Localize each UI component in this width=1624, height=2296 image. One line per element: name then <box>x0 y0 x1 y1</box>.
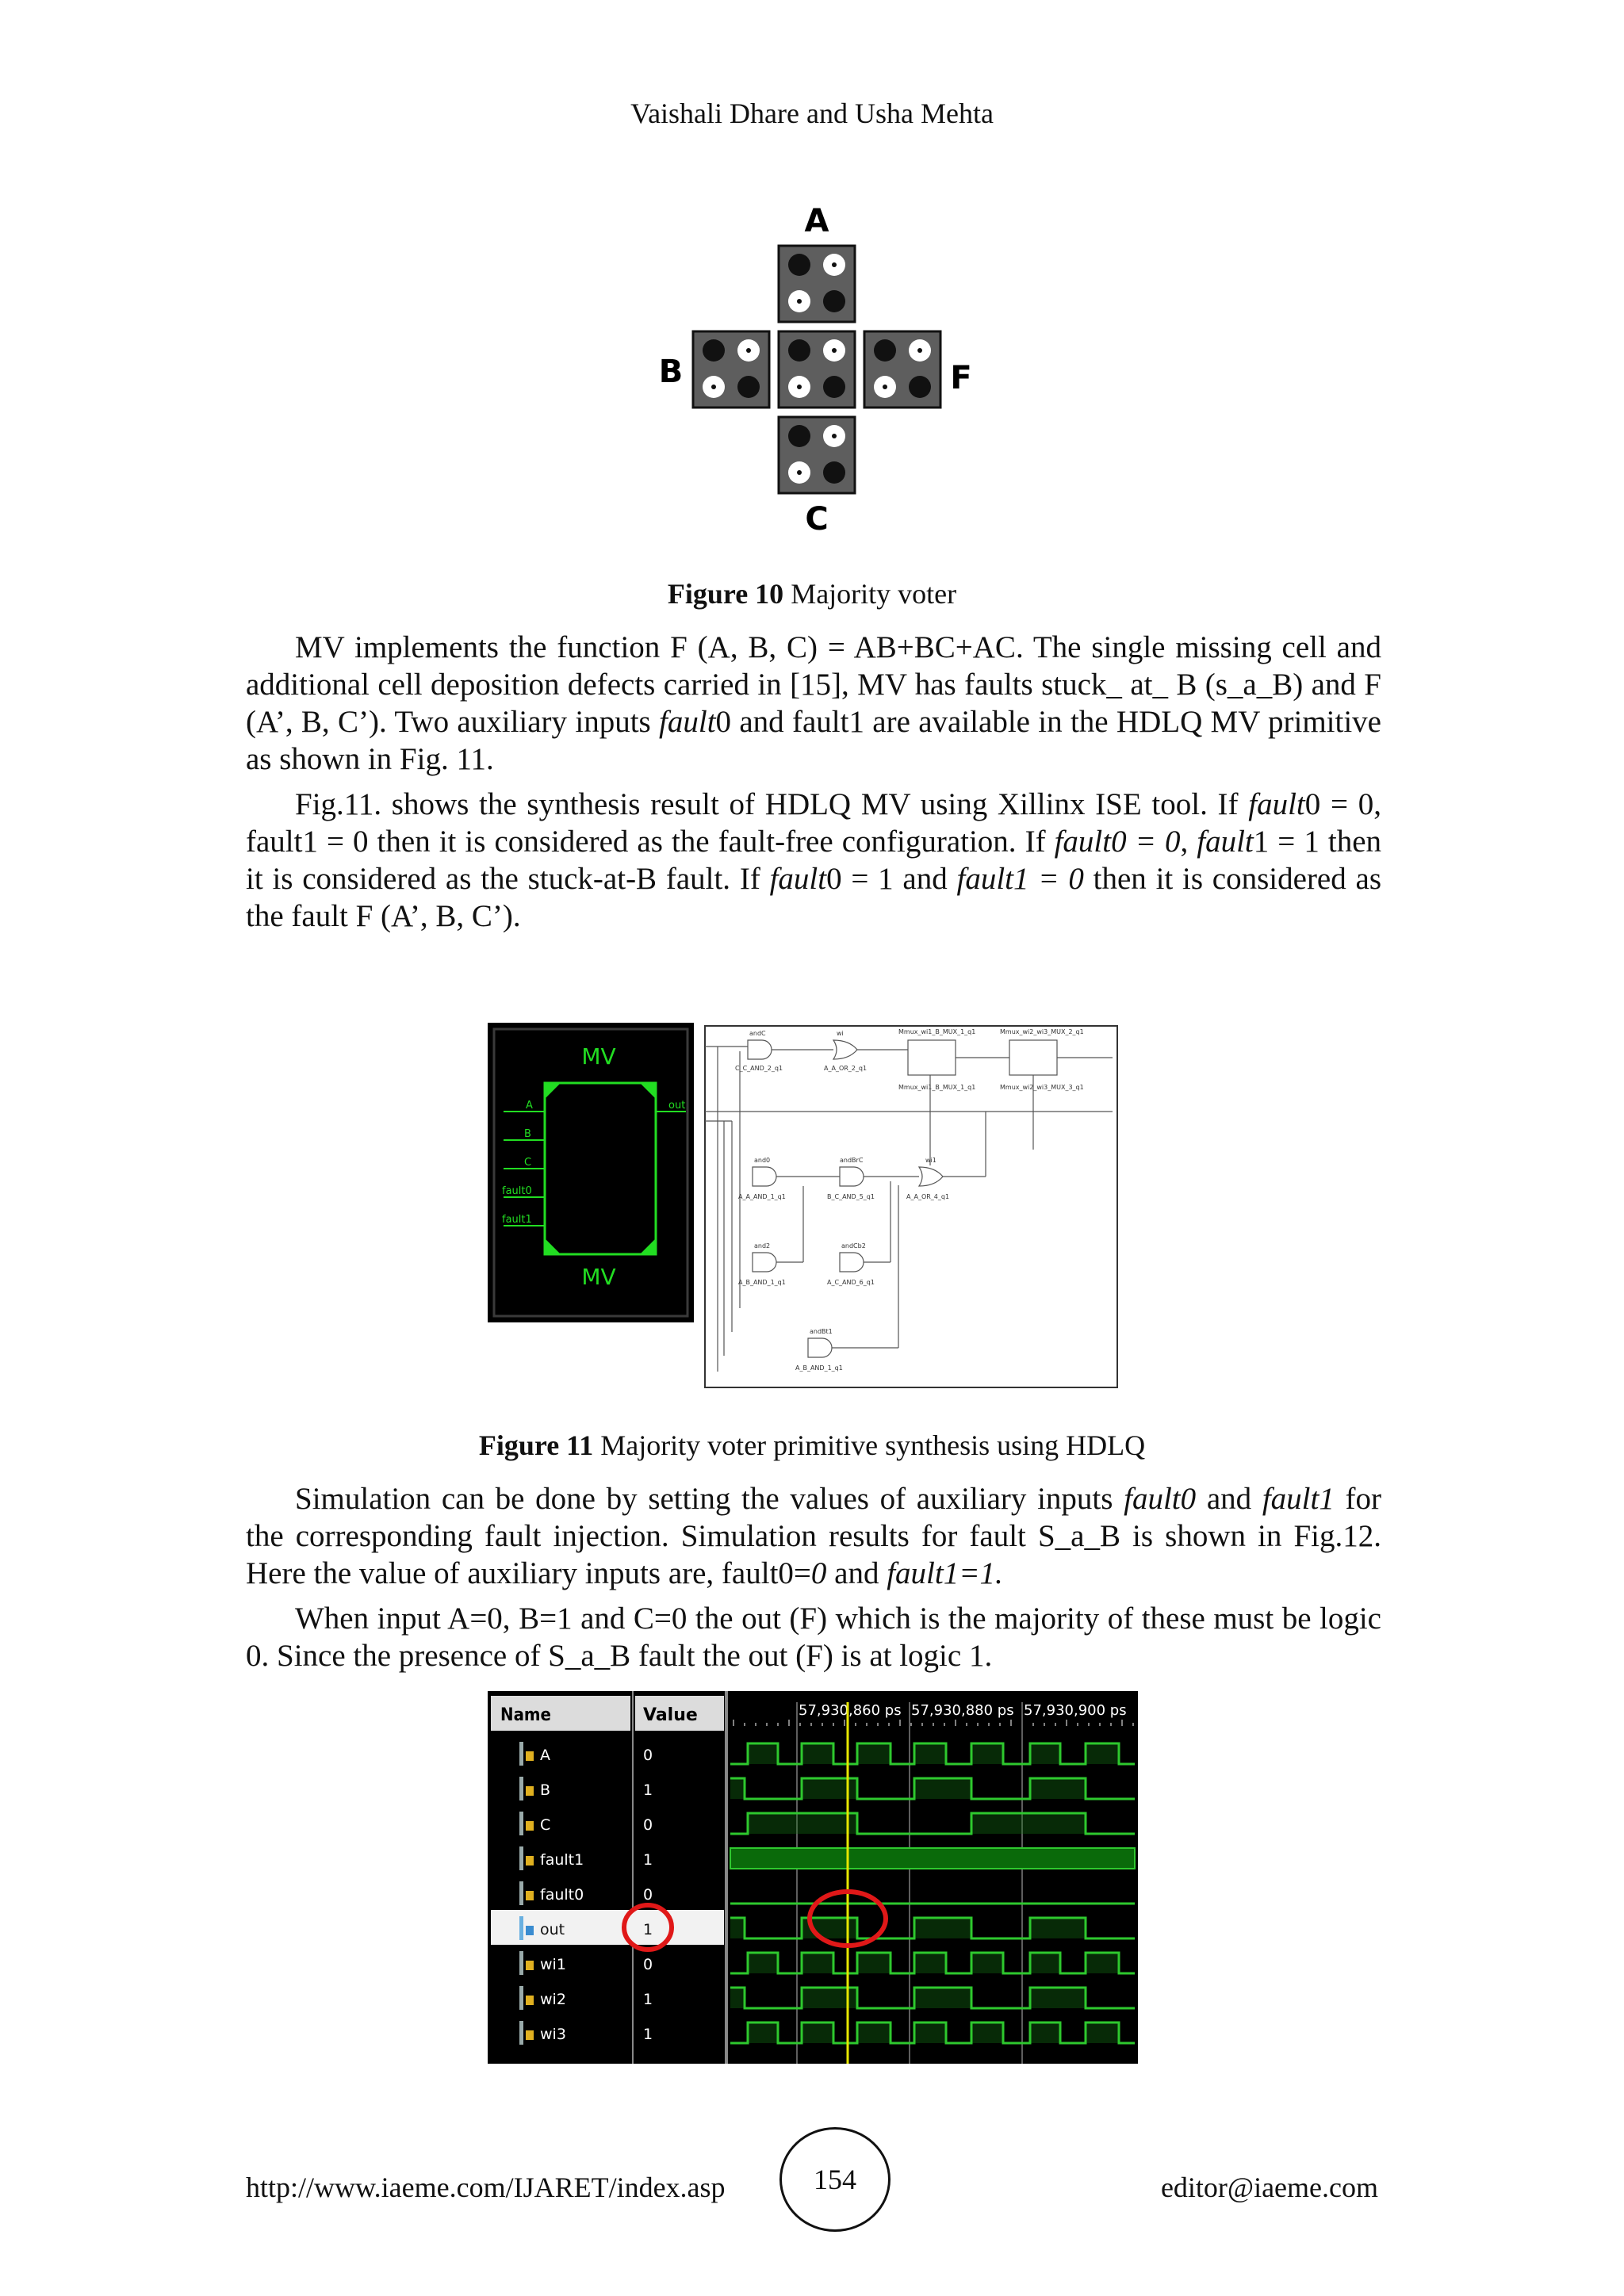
port-b: B <box>524 1128 531 1140</box>
qca-cell-c <box>779 417 855 493</box>
signal-name-C[interactable]: C <box>540 1816 551 1834</box>
figure-11 <box>488 1023 1122 1395</box>
signal-value-C: 0 <box>643 1816 653 1834</box>
waveform-viewer <box>488 1691 1138 2064</box>
signal-value-B: 1 <box>643 1781 653 1799</box>
wave-fault1 <box>730 1848 1135 1869</box>
signal-value-wi1: 0 <box>643 1956 653 1973</box>
signal-value-out: 1 <box>643 1921 653 1938</box>
sch-label-and0-inst: A_A_AND_1_q1 <box>738 1193 786 1200</box>
signal-name-A[interactable]: A <box>540 1747 550 1764</box>
qca-cell-a <box>779 246 855 322</box>
sch-label-or4: A_A_OR_4_q1 <box>906 1193 950 1200</box>
footer-email[interactable]: editor@iaeme.com <box>1160 2172 1378 2203</box>
time-label-1: 57,930,860 ps <box>799 1702 902 1719</box>
signal-name-wi2[interactable]: wi2 <box>540 1991 566 2008</box>
sch-label-mux2: Mmux_wi2_wi3_MUX_2_q1 <box>1000 1028 1084 1035</box>
sch-label-wi: wi <box>837 1030 844 1037</box>
label-f: F <box>950 360 972 396</box>
qca-cell-b <box>693 331 769 408</box>
footer-url[interactable]: http://www.iaeme.com/IJARET/index.asp <box>246 2172 726 2203</box>
value-header-label: Value <box>643 1705 698 1725</box>
signal-value-wi2: 1 <box>643 1991 653 2008</box>
qca-cell-f <box>864 331 940 408</box>
sch-label-wi1: wi1 <box>925 1157 936 1164</box>
figure-11-caption <box>0 1429 1624 1462</box>
body-text-1 <box>246 629 1381 935</box>
port-out: out <box>668 1100 686 1112</box>
sch-label-cc-and: C_C_AND_2_q1 <box>735 1065 783 1072</box>
signal-name-B[interactable]: B <box>540 1781 551 1799</box>
sch-label-mux4: Mmux_wi2_wi3_MUX_3_q1 <box>1000 1084 1084 1091</box>
mv-symbol <box>488 1023 694 1322</box>
running-head: Vaishali Dhare and Usha Mehta <box>630 98 994 129</box>
qca-cell-center <box>779 331 855 408</box>
signal-value-fault1: 1 <box>643 1851 653 1869</box>
label-a: A <box>804 203 829 239</box>
signal-name-wi3[interactable]: wi3 <box>540 2026 566 2043</box>
schematic <box>700 1023 1120 1395</box>
figure-10-label: Figure 10 <box>667 578 784 610</box>
figure-12-waveform <box>488 1691 1138 2064</box>
port-fault0: fault0 <box>502 1185 532 1197</box>
mv-title-bottom: MV <box>581 1264 616 1290</box>
sch-label-mux3: Mmux_wi1_B_MUX_1_q1 <box>898 1084 976 1091</box>
sch-label-and2: and2 <box>754 1242 771 1249</box>
paragraph-simulation: Simulation can be done by setting the values of auxiliary inputs fault0 and fault1 for the corresponding fault injection. Simulation results for fault S_a_B is shown in Fig.12. Here the value of auxiliary inputs are, fault0=0 and fault1=1. <box>246 1482 1381 1590</box>
time-label-3: 57,930,900 ps <box>1024 1702 1127 1719</box>
paragraph-mv-function: MV implements the function F (A, B, C) = AB+BC+AC. The single missing cell and additional cell deposition defects carried in [15], MV has faults stuck_ at_ B (s_a_B) and F (A’, B, C’). Two auxiliary inputs fault0 and fault1 are available in the HDLQ MV primitive as shown in Fig. 11. <box>246 630 1381 776</box>
figure-11-label: Figure 11 <box>478 1429 594 1461</box>
sch-label-andbt-inst: A_B_AND_1_q1 <box>795 1364 843 1372</box>
signal-name-out[interactable]: out <box>540 1921 565 1938</box>
time-label-2: 57,930,880 ps <box>911 1702 1014 1719</box>
label-c: C <box>805 501 829 538</box>
port-a: A <box>526 1100 533 1112</box>
signal-value-fault0: 0 <box>643 1886 653 1904</box>
figure-10-diagram <box>650 198 983 547</box>
signal-name-fault1[interactable]: fault1 <box>540 1851 584 1869</box>
sch-label-or2: A_A_OR_2_q1 <box>824 1065 868 1072</box>
sch-label-and0: and0 <box>754 1157 771 1164</box>
figure-10 <box>650 198 983 547</box>
sch-label-andbc-inst: B_C_AND_5_q1 <box>827 1193 875 1200</box>
mv-title-top: MV <box>581 1043 616 1070</box>
body-text-2 <box>246 1480 1381 1674</box>
figure-10-text: Majority voter <box>783 578 957 610</box>
sch-label-andcb: andCb2 <box>841 1242 866 1249</box>
sch-label-andcb-inst: A_C_AND_6_q1 <box>827 1279 875 1286</box>
figure-11-text: Majority voter primitive synthesis using HDLQ <box>593 1429 1146 1461</box>
sch-label-and2-inst: A_B_AND_1_q1 <box>738 1279 786 1286</box>
page-number: 154 <box>779 2127 891 2232</box>
signal-value-wi3: 1 <box>643 2026 653 2043</box>
sch-label-andbt: andBt1 <box>810 1328 833 1335</box>
paragraph-synthesis: Fig.11. shows the synthesis result of HDLQ MV using Xillinx ISE tool. If fault0 = 0, fault1 = 0 then it is considered as the fault-free configuration. If fault0 = 0, fault1 = 1 then it is considered as the stuck-at-B fault. If fault0 = 1 and fault1 = 0 then it is considered as the fault F (A’, B, C’). <box>246 787 1382 933</box>
signal-name-wi1[interactable]: wi1 <box>540 1956 566 1973</box>
sch-label-andc: andC <box>749 1030 766 1037</box>
port-c: C <box>524 1157 532 1169</box>
label-b: B <box>658 354 684 390</box>
sch-label-mux1: Mmux_wi1_B_MUX_1_q1 <box>898 1028 976 1035</box>
port-fault1: fault1 <box>502 1214 532 1226</box>
signal-name-fault0[interactable]: fault0 <box>540 1886 584 1904</box>
paragraph-fault-result: When input A=0, B=1 and C=0 the out (F) which is the majority of these must be logic 0. Since the presence of S_a_B fault the out (F) is at logic 1. <box>246 1601 1381 1673</box>
figure-10-caption <box>0 577 1624 610</box>
name-header-label: Name <box>500 1705 551 1725</box>
signal-value-A: 0 <box>643 1747 653 1764</box>
sch-label-andbc: andBrC <box>840 1157 864 1164</box>
